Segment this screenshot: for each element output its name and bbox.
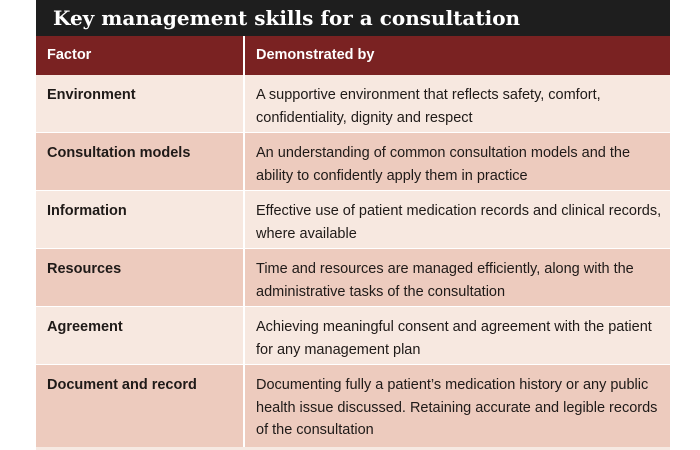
row-factor: Environment [47, 87, 136, 103]
row-factor: Document and record [47, 377, 197, 393]
table-title: Key management skills for a consultation [36, 0, 670, 36]
column-divider [243, 133, 245, 190]
table-row [36, 75, 670, 133]
row-description: Documenting fully a patient’s medication history or any public health issue discussed. Retaining accurate and legible records of the consultation [256, 377, 658, 438]
column-divider [243, 249, 245, 306]
row-description: An understanding of common consultation models and the ability to confidently apply them in practice [256, 145, 631, 184]
column-divider [243, 191, 245, 248]
skills-table-panel [36, 0, 670, 450]
header-demonstrated-by: Demonstrated by [256, 47, 375, 63]
row-factor: Resources [47, 261, 122, 277]
row-description: Time and resources are managed efficiently, along with the administrative tasks of the consultation [256, 261, 634, 300]
table-row [36, 133, 670, 191]
row-factor: Consultation models [47, 145, 191, 161]
table-row [36, 191, 670, 249]
row-description: Achieving meaningful consent and agreement with the patient for any management plan [256, 319, 652, 358]
header-factor: Factor [47, 47, 92, 63]
row-description: A supportive environment that reflects safety, comfort, confidentiality, dignity and respect [256, 87, 601, 126]
row-factor: Agreement [47, 319, 123, 335]
column-divider [243, 365, 245, 447]
row-factor: Information [47, 203, 127, 219]
column-divider [243, 75, 245, 132]
table-row [36, 307, 670, 365]
table-header-row [36, 36, 670, 75]
column-divider [243, 307, 245, 364]
table-row [36, 365, 670, 447]
row-description: Effective use of patient medication records and clinical records, where available [256, 203, 662, 242]
table-row [36, 249, 670, 307]
table-body [36, 75, 670, 447]
column-divider [243, 36, 245, 75]
